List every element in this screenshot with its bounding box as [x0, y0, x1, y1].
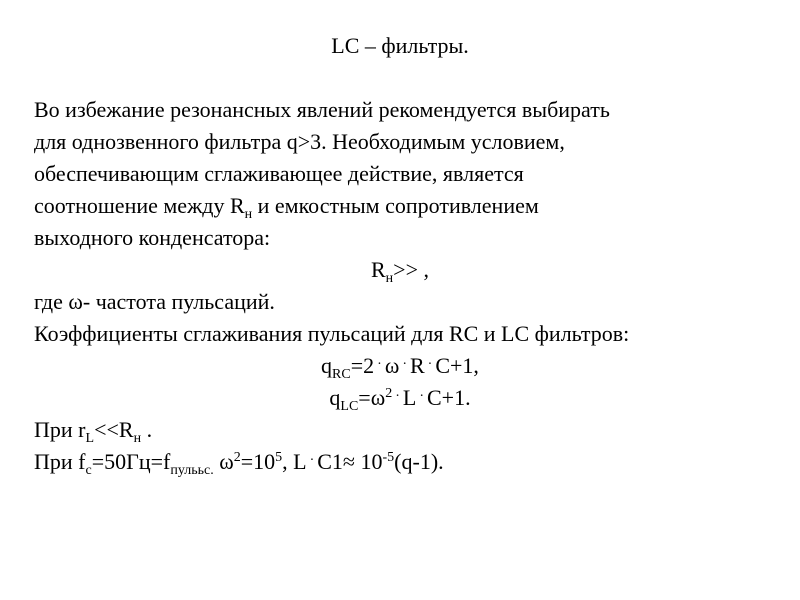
rl-pre: При r — [34, 417, 86, 442]
rc-q-subscript: RC — [332, 367, 351, 382]
fc-subscript-pulse: пулььс. — [170, 463, 214, 478]
omega-note: где ω- частота пульсаций. — [34, 289, 275, 314]
paragraph-line-1: Во избежание резонансных явлений рекомендуется выбирать — [34, 97, 610, 122]
formula-lc — [0, 385, 800, 415]
rc-omega: ω — [384, 353, 400, 378]
lc-part1: =ω — [358, 385, 386, 410]
fc-mid3: =10 — [240, 449, 276, 474]
formula-rc — [0, 353, 800, 383]
lc-dot-2: · — [419, 389, 424, 404]
rc-q: q — [321, 353, 333, 378]
rl-mid: <<R — [94, 417, 134, 442]
rc-dot-1: · — [377, 357, 382, 372]
paragraph-line-3: обеспечивающим сглаживающее действие, является — [34, 161, 524, 186]
fc-exponent-1: 2 — [233, 450, 241, 465]
rc-c: C+1, — [435, 353, 479, 378]
lc-c: C+1. — [426, 385, 471, 410]
paragraph-line-5: выходного конденсатора: — [34, 225, 271, 250]
rc-dot-3: · — [427, 357, 433, 372]
line4-text: соотношение между R — [34, 193, 245, 218]
fc-mid5: C1≈ 10 — [317, 449, 383, 474]
line4-subscript: н — [244, 207, 253, 222]
rl-condition-line — [34, 417, 152, 447]
condition-r: R — [370, 257, 386, 282]
condition-rest: >> , — [393, 257, 429, 282]
lc-exponent: 2 — [385, 386, 393, 401]
fc-exponent-3: -5 — [382, 450, 395, 465]
fc-post: (q-1). — [394, 449, 444, 474]
fc-condition-line — [34, 449, 444, 479]
lc-q: q — [329, 385, 341, 410]
fc-dot: · — [309, 453, 315, 468]
lc-l: L — [402, 385, 417, 410]
rl-subscript-l: L — [85, 431, 95, 446]
fc-mid2: ω — [213, 449, 234, 474]
coefficients-heading: Коэффициенты сглаживания пульсаций для RC и LC фильтров: — [34, 321, 630, 346]
rc-dot-2: · — [402, 357, 407, 372]
slide-title: LC – фильтры. — [331, 33, 469, 58]
paragraph-line-4 — [34, 193, 539, 223]
fc-mid1: =50Гц=f — [91, 449, 171, 474]
fc-mid4: , L — [282, 449, 307, 474]
paragraph-line-2: для однозвенного фильтра q>3. Необходимым условием, — [34, 129, 565, 154]
condition-formula — [0, 257, 800, 287]
fc-exponent-2: 5 — [275, 450, 283, 465]
rc-r: R — [409, 353, 425, 378]
line4-rest: и емкостным сопротивлением — [252, 193, 539, 218]
fc-pre: При f — [34, 449, 86, 474]
rc-part1: =2 — [350, 353, 375, 378]
fc-subscript-c: c — [85, 463, 92, 478]
lc-dot-1: · — [395, 389, 400, 404]
lc-q-subscript: LC — [340, 399, 359, 414]
rl-subscript-n: н — [133, 431, 142, 446]
condition-r-subscript: н — [385, 271, 394, 286]
rl-post: . — [141, 417, 153, 442]
